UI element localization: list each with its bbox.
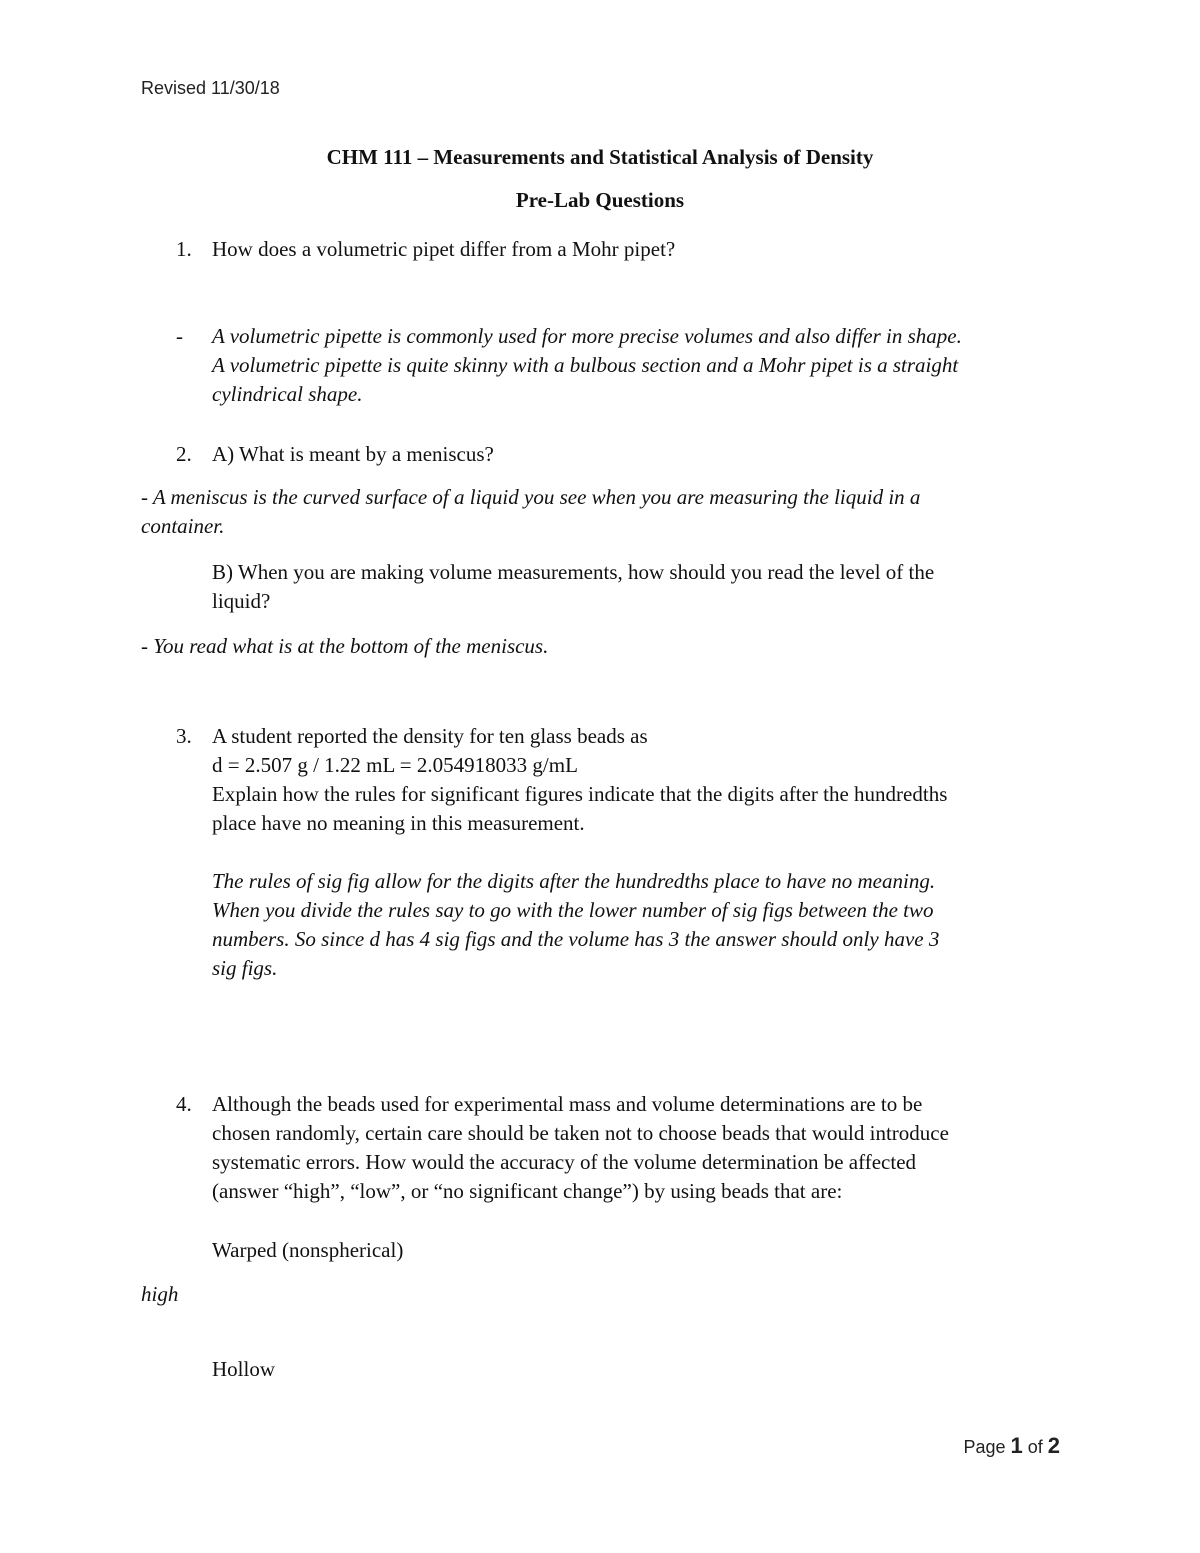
question-4-line: Although the beads used for experimental mass and volume determinations are to be (212, 1092, 923, 1116)
question-1-number: 1. (176, 237, 192, 261)
question-2-number: 2. (176, 442, 192, 466)
answer-1-line: A volumetric pipette is commonly used for more precise volumes and also differ in shape. (212, 324, 962, 348)
question-3-line: Explain how the rules for significant figures indicate that the digits after the hundredths (212, 782, 948, 806)
question-2a-text: A) What is meant by a meniscus? (212, 442, 494, 466)
question-3-line: A student reported the density for ten glass beads as (212, 724, 648, 748)
item-hollow: Hollow (212, 1357, 275, 1381)
question-4-line: chosen randomly, certain care should be taken not to choose beads that would introduce (212, 1121, 949, 1145)
question-2b-line: liquid? (212, 589, 271, 613)
answer-warped: high (141, 1282, 179, 1306)
density-equation: d = 2.507 g / 1.22 mL = 2.054918033 g/mL (212, 753, 578, 777)
page-number (963, 1431, 1060, 1462)
question-4-line: systematic errors. How would the accuracy of the volume determination be affected (212, 1150, 917, 1174)
answer-2a-line: - A meniscus is the curved surface of a liquid you see when you are measuring the liquid in a (141, 485, 921, 509)
answer-3-line: numbers. So since d has 4 sig figs and the volume has 3 the answer should only have 3 (212, 927, 940, 951)
answer-1-line: A volumetric pipette is quite skinny with a bulbous section and a Mohr pipet is a straight (212, 353, 959, 377)
question-3-number: 3. (176, 724, 192, 748)
answer-3-line: sig figs. (212, 956, 278, 980)
question-2b-line: B) When you are making volume measurements, how should you read the level of the (212, 560, 935, 584)
page-prefix: Page (963, 1437, 1011, 1457)
page-total: 2 (1047, 1433, 1060, 1458)
revision-date: Revised 11/30/18 (141, 78, 280, 98)
answer-3-line: The rules of sig fig allow for the digits after the hundredths place to have no meaning. (212, 869, 936, 893)
question-1-text: How does a volumetric pipet differ from a Mohr pipet? (212, 237, 676, 261)
item-warped: Warped (nonspherical) (212, 1238, 404, 1262)
question-3-line: place have no meaning in this measurement. (212, 811, 585, 835)
answer-3-line: When you divide the rules say to go with the lower number of sig figs between the two (212, 898, 934, 922)
answer-2a-line: container. (141, 514, 225, 538)
answer-1-bullet: - (176, 324, 183, 348)
answer-1-line: cylindrical shape. (212, 382, 363, 406)
document-subtitle: Pre-Lab Questions (515, 188, 685, 212)
question-4-number: 4. (176, 1092, 192, 1116)
document-title: CHM 111 – Measurements and Statistical Analysis of Density (326, 145, 874, 169)
answer-2b-text: - You read what is at the bottom of the meniscus. (141, 634, 549, 658)
page-of: of (1022, 1437, 1048, 1457)
question-4-line: (answer “high”, “low”, or “no significant change”) by using beads that are: (212, 1179, 843, 1203)
page-current: 1 (1010, 1433, 1023, 1458)
